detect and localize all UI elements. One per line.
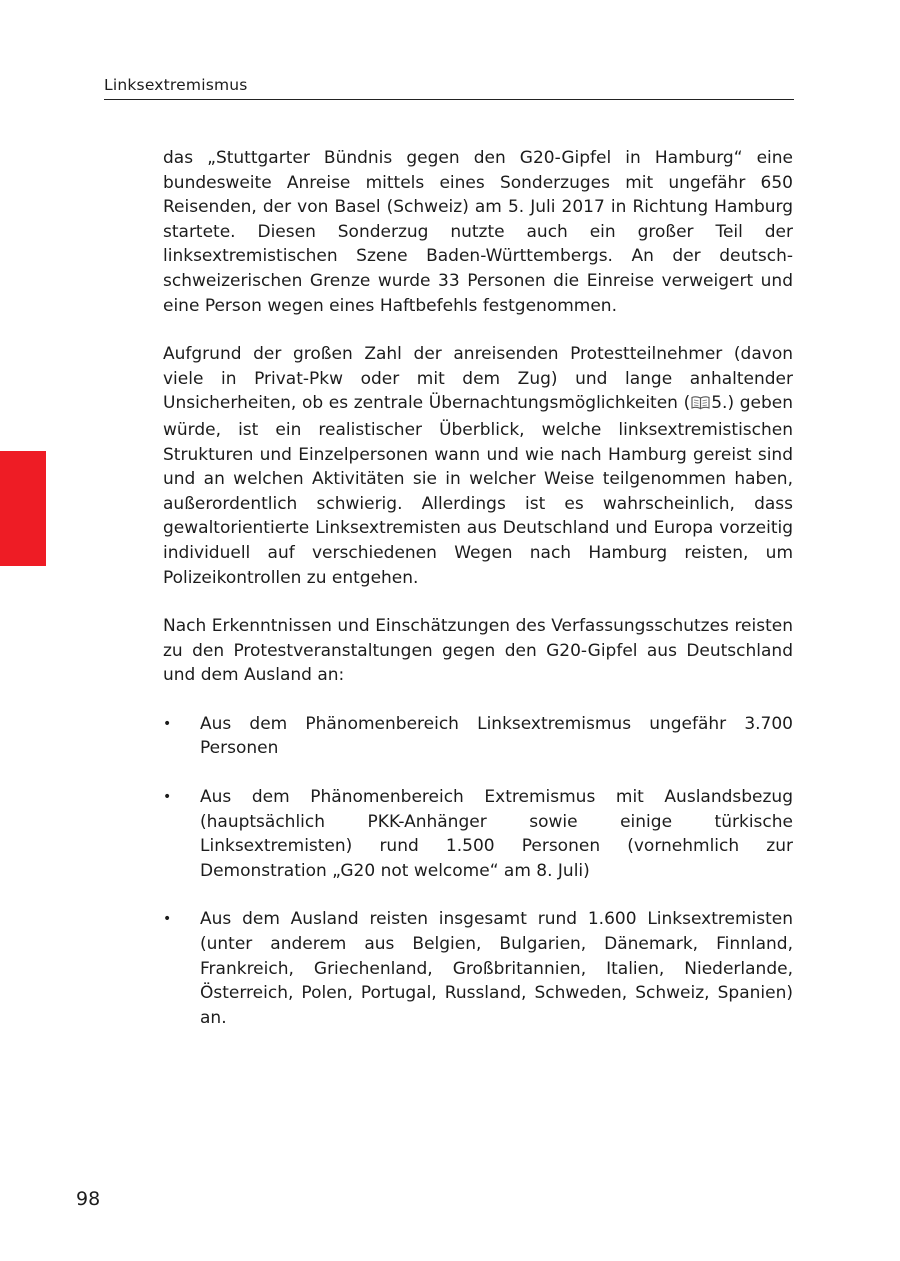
chapter-side-marker — [0, 451, 46, 566]
list-item — [163, 907, 793, 1030]
bullet-text: Aus dem Ausland reisten insgesamt rund 1.600 Linksextremisten (unter anderem aus Belgien, Bulgarien, Dänemark, Finnland, Frankreich, Griechenland, Großbritannien, Italien, Niederlande, Österreich, Polen, Portugal, Russland, Schweden, Schweiz, Spanien) an. — [200, 909, 793, 1028]
running-header: Linksextremismus — [104, 76, 248, 94]
bullet-list — [163, 712, 793, 1031]
body-text — [163, 146, 793, 1054]
header-rule — [104, 99, 794, 100]
crossref-number: 5. — [711, 393, 728, 414]
paragraph-2 — [163, 342, 793, 590]
bullet-text: Aus dem Phänomenbereich Linksextremismus ungefähr 3.700 Personen — [200, 713, 793, 759]
paragraph-1: das „Stuttgarter Bündnis gegen den G20-Gipfel in Hamburg“ eine bundesweite Anreise mittels eines Sonderzuges mit ungefähr 650 Reisenden, der von Basel (Schweiz) am 5. Juli 2017 in Richtung Hamburg startete. Diesen Sonderzug nutzte auch ein großer Teil der linksextremistischen Szene Baden-Württembergs. An der deutsch-schweizerischen Grenze wurde 33 Personen die Einreise verweigert und eine Person wegen eines Haftbefehls festgenommen. — [163, 148, 793, 316]
bullet-text: Aus dem Phänomenbereich Extremismus mit Auslandsbezug (hauptsächlich PKK-Anhänger sowie einige türkische Linksextremisten) rund 1.500 Personen (vornehmlich zur Demonstration „G20 not welcome“ am 8. Juli) — [200, 787, 793, 881]
list-item — [163, 785, 793, 883]
list-item — [163, 712, 793, 761]
paragraph-2-part-1: Aufgrund der großen Zahl der anreisenden Protestteilnehmer (davon viele in Privat-Pkw oder mit dem Zug) und lange anhaltender Unsicherheiten, ob es zentrale Übernachtungsmöglichkeiten ( — [163, 344, 793, 414]
page-number: 98 — [76, 1188, 101, 1210]
bullet-mark: • — [163, 715, 172, 732]
bullet-mark: • — [163, 911, 172, 928]
book-icon — [691, 393, 710, 418]
paragraph-3: Nach Erkenntnissen und Einschätzungen des Verfassungsschutzes reisten zu den Protestveranstaltungen gegen den G20-Gipfel aus Deutschland und dem Ausland an: — [163, 616, 793, 686]
bullet-mark: • — [163, 789, 172, 806]
paragraph-2-part-2: ) geben würde, ist ein realistischer Überblick, welche linksextremistischen Strukturen und Einzelpersonen wann und wie nach Hamburg gereist sind und an welchen Aktivitäten sie in welcher Weise teilgenommen haben, außerordentlich schwierig. Allerdings ist es wahrscheinlich, dass gewaltorientierte Linksextremisten aus Deutschland und Europa vorzeitig individuell auf verschiedenen Wegen nach Hamburg reisten, um Polizeikontrollen zu entgehen. — [163, 393, 793, 588]
